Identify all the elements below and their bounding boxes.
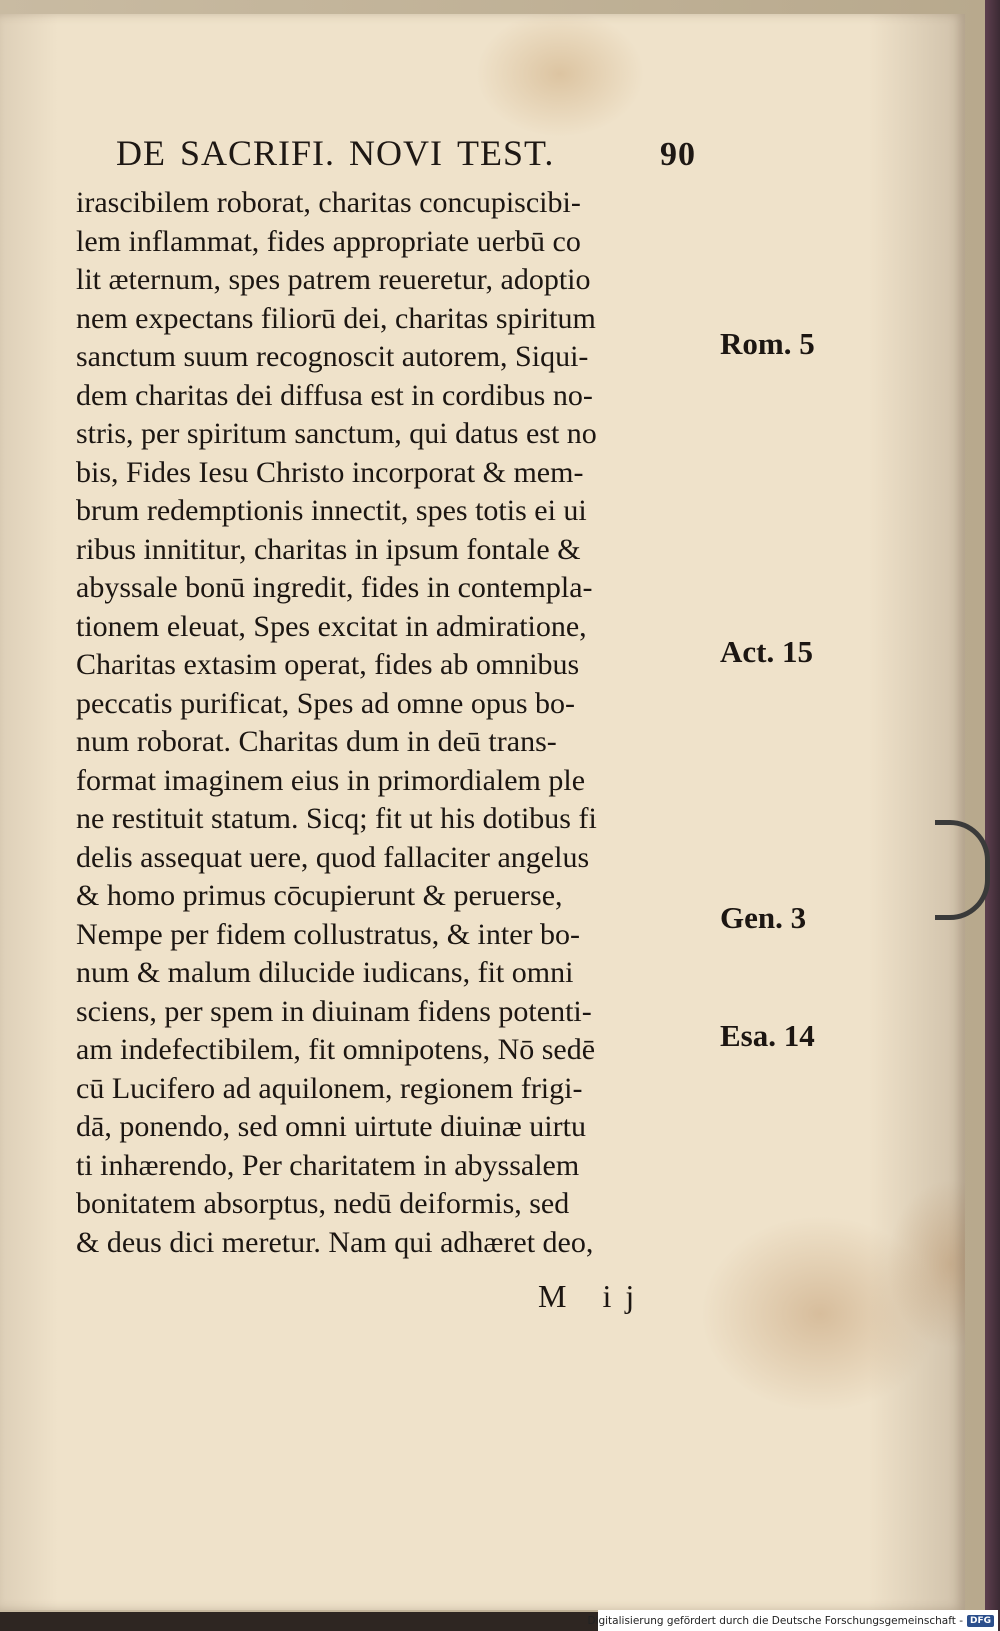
text-line: bis, Fides Iesu Christo incorporat & mem- <box>76 455 584 489</box>
text-line: stris, per spiritum sanctum, qui datus est no <box>76 417 597 450</box>
text-line: abyssale bonū ingredit, fides in contempla- <box>76 571 593 604</box>
text-line: peccatis purificat, Spes ad omne opus bo- <box>76 686 576 720</box>
running-head-part: SACRIFI. <box>180 133 336 173</box>
text-line: sanctum suum recognoscit autorem, Siqui- <box>76 340 589 373</box>
running-head-part: NOVI <box>349 133 444 173</box>
text-line: tionem eleuat, Spes excitat in admiratione, <box>76 609 587 643</box>
text-line: num roborat. Charitas dum in deū trans- <box>76 725 557 758</box>
margin-note-gen: Gen. 3 <box>720 900 807 935</box>
text-line: sciens, per spem in diuinam fidens potenti- <box>76 994 592 1028</box>
text-line: & homo primus cōcupierunt & peruerse, <box>76 879 563 912</box>
text-line: ne restituit statum. Sicq; fit ut his dotibus fi <box>76 802 597 835</box>
page-number: 90 <box>660 136 696 173</box>
text-line: nem expectans filiorū dei, charitas spiritum <box>76 301 596 335</box>
text-line: lem inflammat, fides appropriate uerbū co <box>76 224 581 258</box>
text-line: Charitas extasim operat, fides ab omnibus <box>76 648 580 681</box>
running-head-part: DE <box>116 133 166 173</box>
book-page <box>0 14 965 1610</box>
text-line: format imaginem eius in primordialem ple <box>76 763 586 797</box>
running-head <box>116 132 696 174</box>
text-line: irascibilem roborat, charitas concupiscibi- <box>76 186 581 219</box>
margin-note-esa: Esa. 14 <box>720 1018 815 1053</box>
text-line: am indefectibilem, fit omnipotens, Nō sedē <box>76 1033 596 1066</box>
margin-note-act: Act. 15 <box>720 634 813 669</box>
signature-mark: M ij <box>538 1278 649 1314</box>
text-line: ti inhærendo, Per charitatem in abyssalem <box>76 1148 580 1182</box>
text-line: dem charitas dei diffusa est in cordibus no- <box>76 378 593 412</box>
text-line: Nempe per fidem collustratus, & inter bo- <box>76 917 581 951</box>
text-line: num & malum dilucide iudicans, fit omni <box>76 956 574 989</box>
text-line: cū Lucifero ad aquilonem, regionem frigi- <box>76 1071 583 1105</box>
text-line: bonitatem absorptus, nedū deiformis, sed <box>76 1187 570 1220</box>
running-head-part: TEST. <box>457 133 555 173</box>
margin-note-rom: Rom. 5 <box>720 326 815 361</box>
text-line: lit æternum, spes patrem reueretur, adoptio <box>76 263 591 296</box>
digitization-footer <box>587 1610 998 1631</box>
footer-credit: Digitalisierung gefördert durch die Deutsche Forschungsgemeinschaft - <box>587 1614 963 1627</box>
text-line: brum redemptionis innectit, spes totis ei ui <box>76 494 587 527</box>
dfg-logo: DFG <box>967 1615 994 1627</box>
text-line: & deus dici meretur. Nam qui adhæret deo, <box>76 1225 594 1259</box>
text-line: dā, ponendo, sed omni uirtute diuinæ uirtu <box>76 1110 586 1143</box>
body-text <box>76 184 716 1262</box>
text-line: delis assequat uere, quod fallaciter angelus <box>76 840 590 874</box>
text-line: ribus innititur, charitas in ipsum fontale & <box>76 532 581 566</box>
